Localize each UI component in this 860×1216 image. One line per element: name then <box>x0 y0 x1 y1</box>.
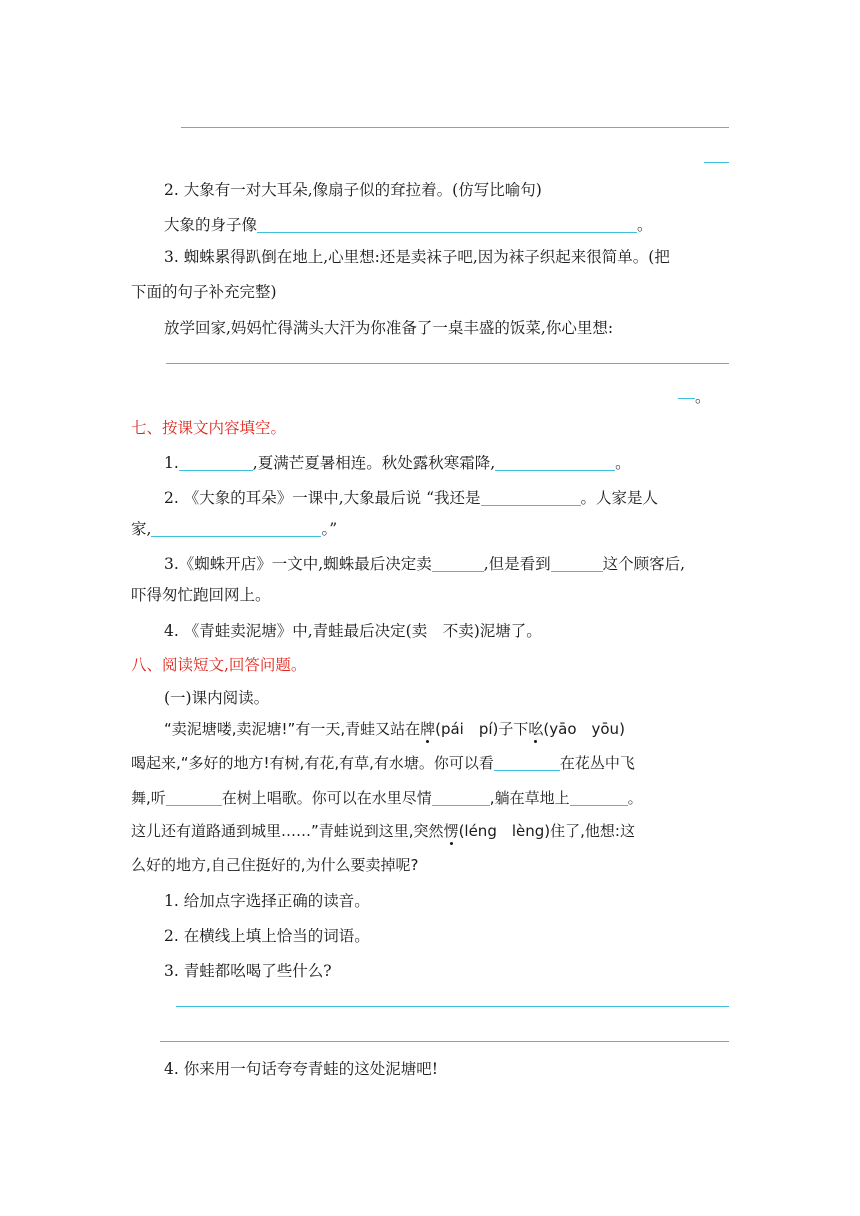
answer-blank[interactable] <box>151 520 321 537</box>
passage-text: 这儿还有道路通到城里……”青蛙说到这里,突然 <box>131 822 444 840</box>
question-text: 3. 蜘蛛累得趴倒在地上,心里想:还是卖袜子吧,因为袜子织起来很简单。(把 <box>164 248 670 266</box>
answer-line[interactable] <box>704 162 729 163</box>
question-text: 2. 大象有一对大耳朵,像扇子似的耷拉着。(仿写比喻句) <box>164 181 542 199</box>
pinyin-choice[interactable]: (pái pí)子下 <box>435 720 529 738</box>
question-text: 下面的句子补充完整) <box>131 283 277 301</box>
question-text: 4. 你来用一句话夸夸青蛙的这处泥塘吧! <box>164 1060 438 1078</box>
question-number: 1. <box>164 454 179 472</box>
answer-blank[interactable] <box>432 555 484 572</box>
answer-blank[interactable] <box>166 789 222 806</box>
pinyin-choice[interactable]: (yāo yōu) <box>543 720 625 738</box>
answer-suffix: 。 <box>695 388 711 406</box>
answer-blank[interactable] <box>495 454 615 471</box>
answer-blank[interactable] <box>257 216 637 233</box>
subsection-heading: (一)课内阅读。 <box>164 689 270 707</box>
dotted-char: 吆 <box>528 720 544 738</box>
passage-text: 在树上唱歌。你可以在水里尽情 <box>221 789 432 807</box>
answer-row <box>164 213 653 235</box>
question-text: ,但是看到 <box>483 555 551 573</box>
answer-line[interactable] <box>176 1006 729 1007</box>
answer-line[interactable] <box>678 398 695 399</box>
passage-line: 么好的地方,自己住挺好的,为什么要卖掉呢? <box>131 856 419 874</box>
passage-line <box>131 752 635 773</box>
dotted-char: 愣 <box>443 822 459 840</box>
answer-blank[interactable] <box>570 789 628 806</box>
answer-blank[interactable] <box>551 555 603 572</box>
question-text: 这个顾客后, <box>602 555 686 573</box>
question-text: 。 <box>615 454 631 472</box>
passage-text: 舞,听 <box>131 789 166 807</box>
question-row <box>164 552 685 574</box>
answer-line[interactable] <box>160 1041 729 1042</box>
question-text: 3.《蜘蛛开店》一文中,蜘蛛最后决定卖 <box>164 555 432 573</box>
question-text: 4. 《青蛙卖泥塘》中,青蛙最后决定(卖 不卖)泥塘了。 <box>164 622 542 640</box>
question-text: 1. 给加点字选择正确的读音。 <box>164 892 370 910</box>
question-text: 2. 在横线上填上恰当的词语。 <box>164 927 370 945</box>
passage-text: 在花丛中飞 <box>559 754 635 772</box>
passage-text: ,躺在草地上 <box>489 789 570 807</box>
passage-line <box>131 820 635 841</box>
question-text: 2. 《大象的耳朵》一课中,大象最后说 “我还是 <box>164 489 481 507</box>
question-text: 家, <box>131 520 152 538</box>
passage-text: 喝起来,“多好的地方!有树,有花,有草,有水塘。你可以看 <box>131 754 494 772</box>
question-row <box>164 451 631 473</box>
question-row <box>164 486 658 508</box>
answer-blank[interactable] <box>481 489 581 506</box>
question-row <box>131 517 337 539</box>
question-text: 吓得匆忙跑回网上。 <box>131 586 271 604</box>
question-text: 。” <box>321 520 338 538</box>
question-text: 3. 青蛙都吆喝了些什么? <box>164 962 332 980</box>
answer-line[interactable] <box>181 127 729 128</box>
pinyin-choice[interactable]: (léng lèng)住了,他想:这 <box>458 822 635 840</box>
dotted-char: 牌 <box>420 720 436 738</box>
passage-text: “卖泥塘喽,卖泥塘!”有一天,青蛙又站在 <box>164 720 421 738</box>
passage-text: 。 <box>627 789 643 807</box>
answer-prefix: 大象的身子像 <box>164 216 258 234</box>
answer-blank[interactable] <box>179 454 253 471</box>
answer-blank[interactable] <box>432 789 490 806</box>
question-text: ,夏满芒夏暑相连。秋处露秋寒霜降, <box>252 454 496 472</box>
answer-line[interactable] <box>166 363 729 364</box>
passage-line <box>164 718 625 739</box>
answer-suffix: 。 <box>637 216 653 234</box>
answer-blank[interactable] <box>494 754 560 771</box>
section-heading: 七、按课文内容填空。 <box>131 419 287 437</box>
question-prompt: 放学回家,妈妈忙得满头大汗为你准备了一桌丰盛的饭菜,你心里想: <box>164 319 614 337</box>
question-text: 。人家是人 <box>580 489 659 507</box>
passage-line <box>131 787 643 808</box>
section-heading: 八、阅读短文,回答问题。 <box>131 656 307 674</box>
